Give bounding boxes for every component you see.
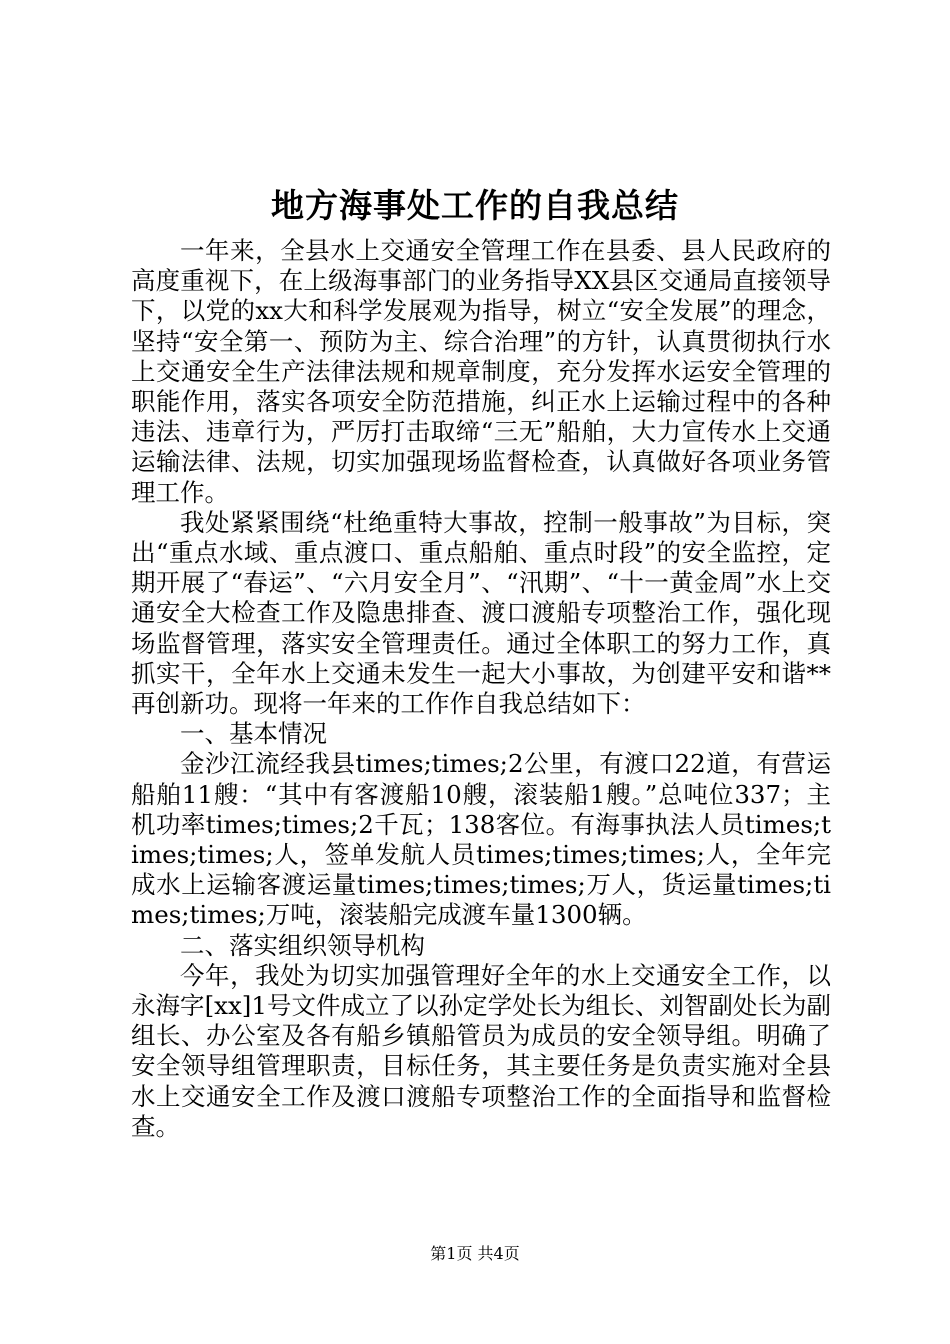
document-title: 地方海事处工作的自我总结 [271, 186, 679, 225]
paragraph-organization: 今年，我处为切实加强管理好全年的水上交通安全工作，以永海字[xx]1号文件成立了以孙定学处长为组长、刘智副处长为副组长、办公室及各有船乡镇船管员为成员的安全领导组。明确了安全领导组管理职责，目标任务，其主要任务是负责实施对全县水上交通安全工作及渡口渡船专项整治工作的全面指导和监督检查。 [131, 960, 831, 1141]
paragraph-intro: 一年来，全县水上交通安全管理工作在县委、县人民政府的高度重视下，在上级海事部门的业务指导XX县区交通局直接领导下，以党的xx大和科学发展观为指导，树立“安全发展”的理念，坚持“安全第一、预防为主、综合治理”的方针，认真贯彻执行水上交通安全生产法律法规和规章制度，充分发挥水运安全管理的职能作用，落实各项安全防范措施，纠正水上运输过程中的各种违法、违章行为，严厉打击取缔“三无”船舶，大力宣传水上交通运输法律、法规，切实加强现场监督检查，认真做好各项业务管理工作。 [131, 236, 831, 507]
section-heading-basic-situation: 一、基本情况 [180, 719, 327, 749]
paragraph-basic-situation: 金沙江流经我县times;times;2公里，有渡口22道，有营运船舶11艘：“其中有客渡船10艘，滚装船1艘。”总吨位337；主机功率times;times;2千瓦；138客位。有海事执法人员times;times;times;人，签单发航人员times;times;times;人，全年完成水上运输客渡运量times;times;times;万人，货运量times;times;times;万吨，滚装船完成渡车量1300辆。 [131, 749, 831, 930]
paragraph-goals: 我处紧紧围绕“杜绝重特大事故，控制一般事故”为目标，突出“重点水域、重点渡口、重点船舶、重点时段”的安全监控，定期开展了“春运”、“六月安全月”、“汛期”、“十一黄金周”水上交通安全大检查工作及隐患排查、渡口渡船专项整治工作，强化现场监督管理，落实安全管理责任。通过全体职工的努力工作，真抓实干，全年水上交通未发生一起大小事故，为创建平安和谐**再创新功。现将一年来的工作作自我总结如下： [131, 507, 831, 719]
page-number: 第1页 共4页 [430, 1244, 520, 1263]
document-body [131, 236, 831, 1142]
section-heading-organization: 二、落实组织领导机构 [180, 930, 425, 960]
